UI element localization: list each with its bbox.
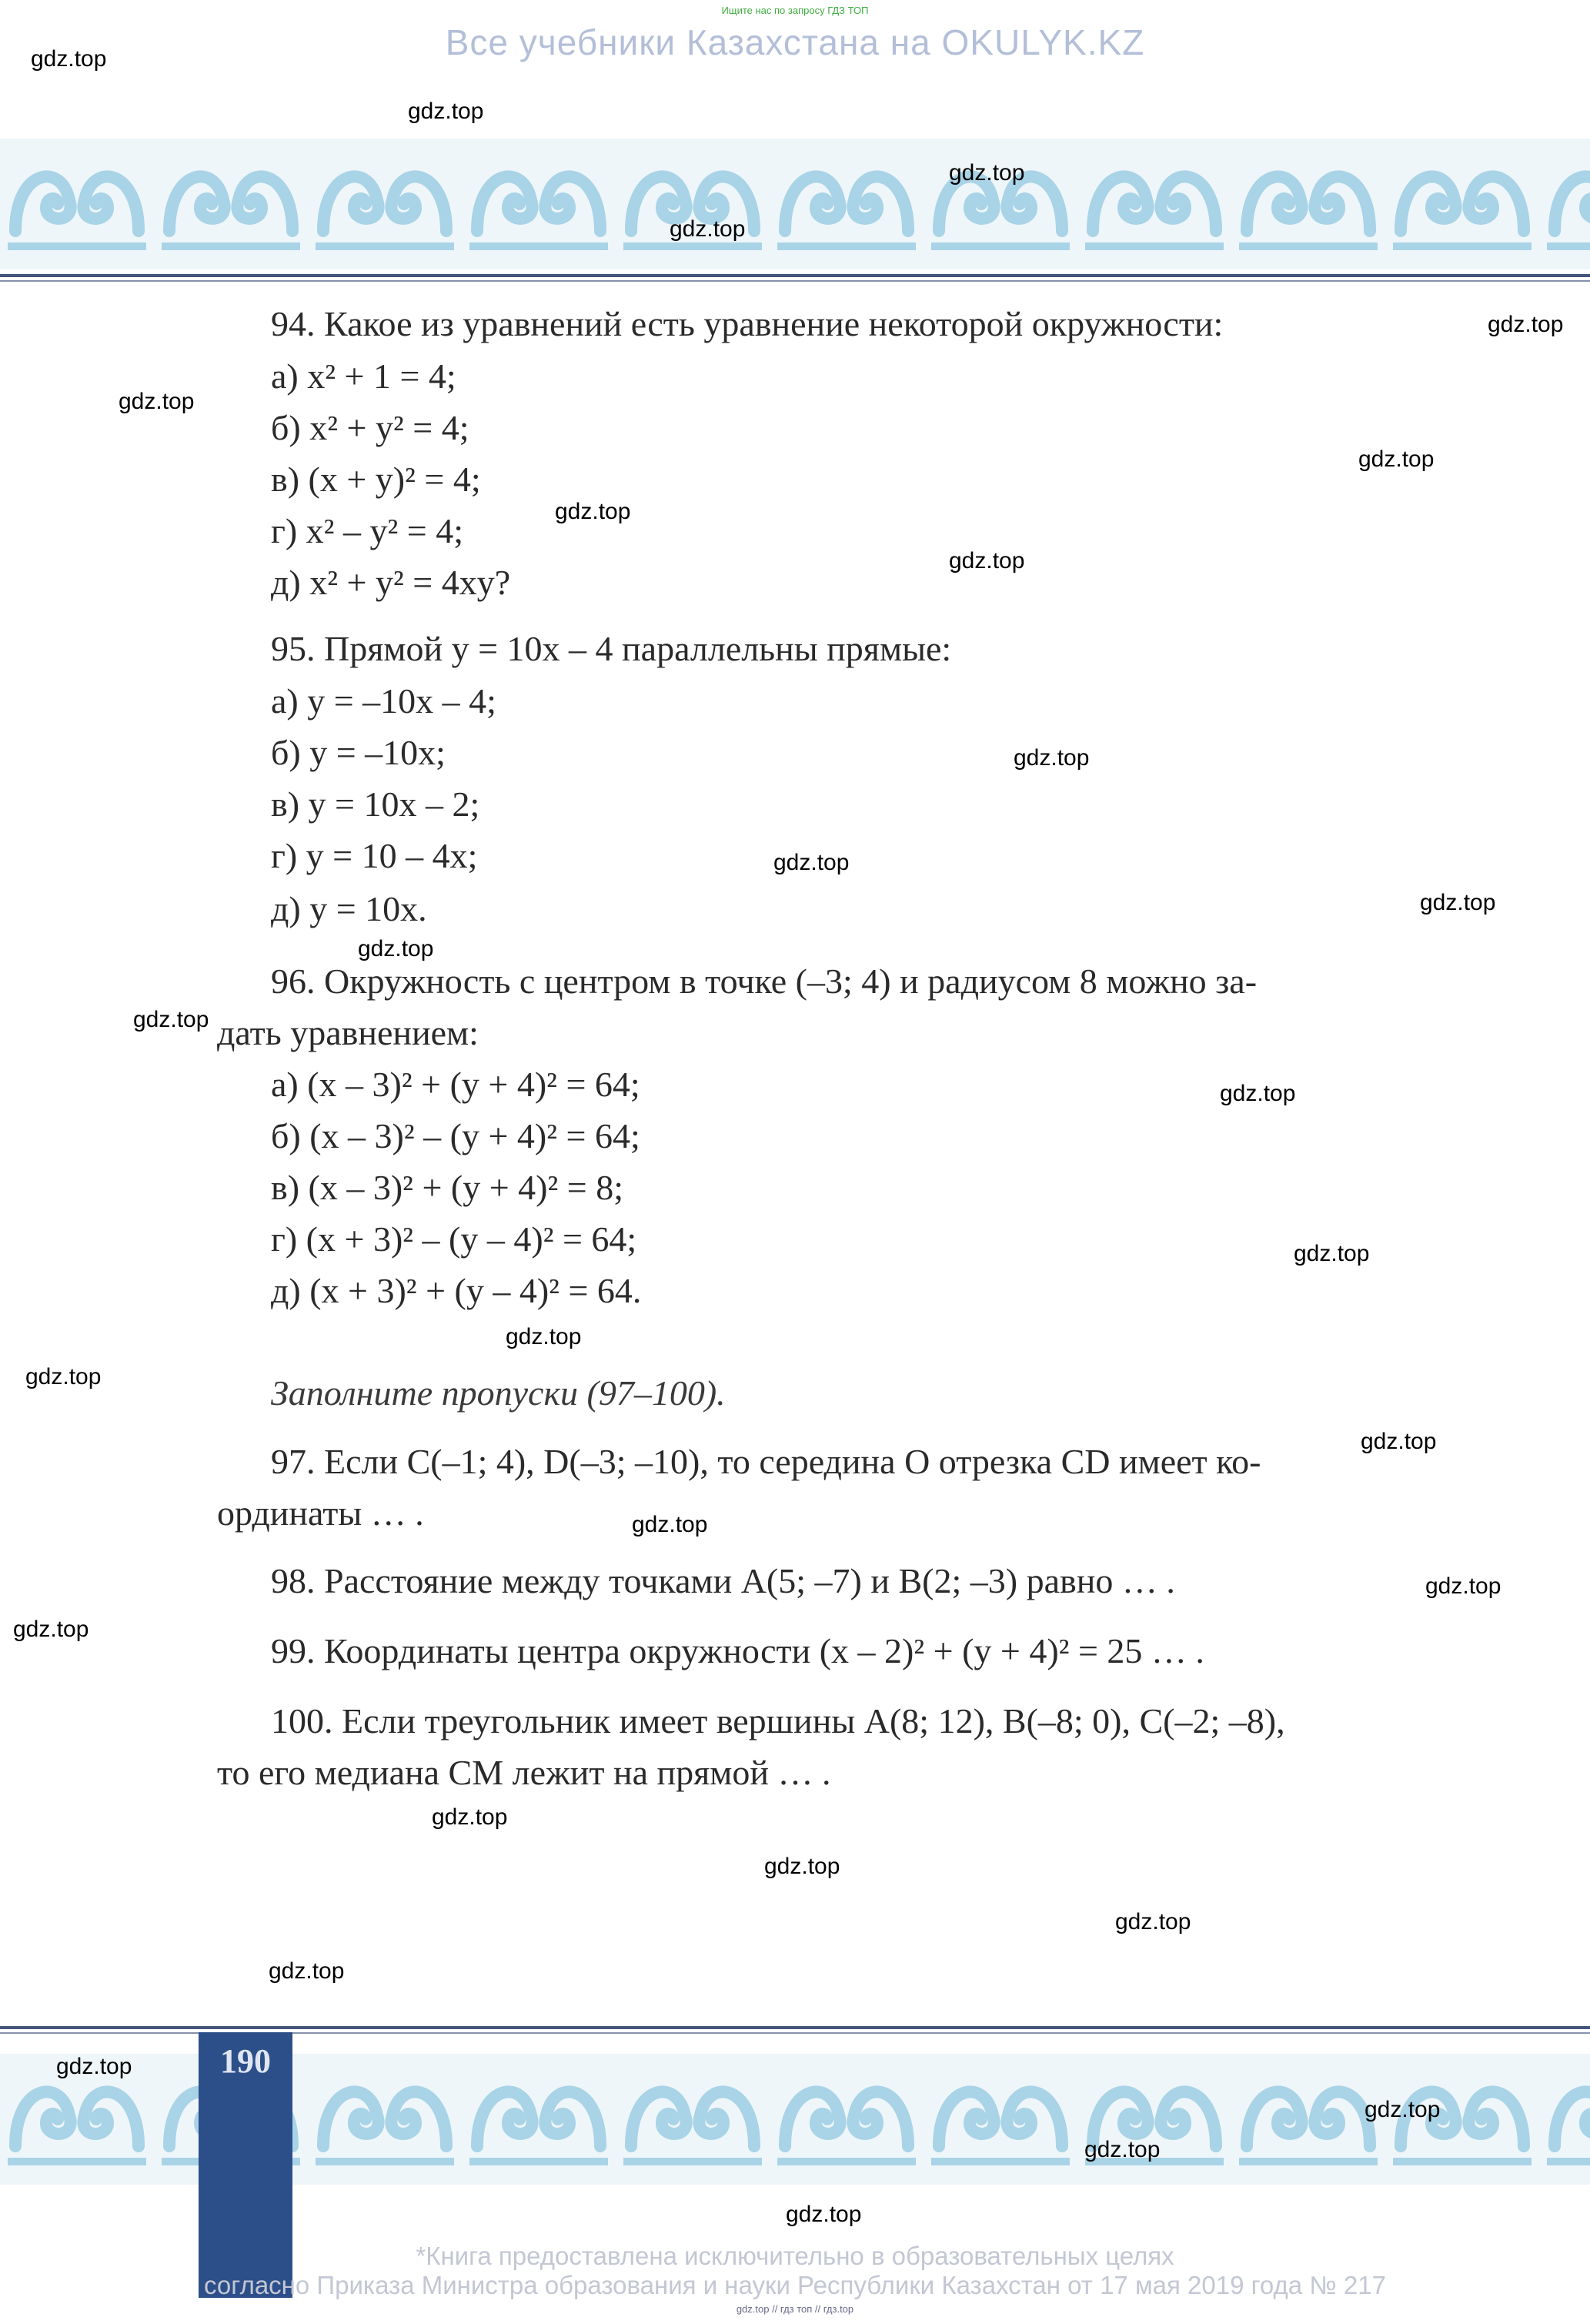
ornament-motif xyxy=(1547,2092,1590,2162)
watermark: gdz.top xyxy=(1425,1573,1501,1599)
q95-option-e: д) y = 10x. xyxy=(271,889,427,928)
watermark: gdz.top xyxy=(133,1007,209,1032)
footer-watermark-line: gdz.top // гдз топ // гдз.top xyxy=(736,2303,854,2315)
q94-option-c: в) (x + y)² = 4; xyxy=(271,460,481,499)
ornament-motif xyxy=(623,2092,762,2162)
q97-title: 97. Если C(–1; 4), D(–3; –10), то середина O отрезка CD имеет ко- xyxy=(271,1442,1261,1481)
watermark: gdz.top xyxy=(1014,745,1090,771)
watermark: gdz.top xyxy=(506,1324,582,1349)
q94-option-b: б) x² + y² = 4; xyxy=(271,408,469,447)
site-title: Все учебники Казахстана на OKULYK.KZ xyxy=(445,22,1145,62)
q95-option-b: б) y = –10x; xyxy=(271,733,446,772)
q96-option-c: в) (x – 3)² + (y + 4)² = 8; xyxy=(271,1168,624,1207)
watermark: gdz.top xyxy=(670,216,746,242)
watermark: gdz.top xyxy=(1365,2097,1441,2122)
watermark: gdz.top xyxy=(56,2054,132,2079)
ornament-motif xyxy=(316,2092,454,2162)
q94-option-d: г) x² – y² = 4; xyxy=(271,511,463,550)
watermark: gdz.top xyxy=(1420,890,1496,915)
watermark: gdz.top xyxy=(764,1854,840,1879)
q94-title: 94. Какое из уравнений есть уравнение некоторой окружности: xyxy=(271,304,1224,343)
footer-disclaimer: *Книга предоставлена исключительно в образовательных целях xyxy=(416,2242,1174,2270)
watermark: gdz.top xyxy=(408,99,484,124)
watermark: gdz.top xyxy=(1294,1241,1370,1266)
q98-title: 98. Расстояние между точками A(5; –7) и B(2; –3) равно … . xyxy=(271,1561,1175,1600)
watermark: gdz.top xyxy=(1358,446,1435,472)
watermark: gdz.top xyxy=(269,1958,345,1984)
watermark: gdz.top xyxy=(432,1804,508,1830)
watermark: gdz.top xyxy=(555,499,631,524)
ornament-motif xyxy=(8,2092,146,2162)
watermark: gdz.top xyxy=(773,850,850,875)
watermark: gdz.top xyxy=(786,2202,862,2227)
q96-option-e: д) (x + 3)² + (y – 4)² = 64. xyxy=(271,1271,642,1310)
fill-gaps-heading: Заполните пропуски (97–100). xyxy=(271,1373,726,1413)
q96-option-b: б) (x – 3)² – (y + 4)² = 64; xyxy=(271,1116,640,1155)
q95-title: 95. Прямой y = 10x – 4 параллельны прямые: xyxy=(271,629,952,668)
ornament-motif xyxy=(1239,2092,1378,2162)
watermark: gdz.top xyxy=(25,1364,102,1389)
q94-option-a: а) x² + 1 = 4; xyxy=(271,356,456,396)
q94-option-e: д) x² + y² = 4xy? xyxy=(271,563,511,602)
watermark: gdz.top xyxy=(949,548,1025,573)
q96-option-d: г) (x + 3)² – (y – 4)² = 64; xyxy=(271,1219,637,1259)
bottom-rule xyxy=(0,2026,1590,2029)
watermark: gdz.top xyxy=(119,389,195,414)
q96-title-cont: дать уравнением: xyxy=(217,1013,479,1052)
watermark: gdz.top xyxy=(13,1617,89,1642)
watermark: gdz.top xyxy=(1115,1909,1191,1934)
watermark: gdz.top xyxy=(1084,2137,1161,2162)
watermark: gdz.top xyxy=(949,160,1025,186)
top-note: Ищите нас по запросу ГДЗ ТОП xyxy=(721,5,869,16)
ornament-motif xyxy=(777,2092,916,2162)
q100-title-cont: то его медиана CM лежит на прямой … . xyxy=(217,1753,831,1792)
watermark: gdz.top xyxy=(358,936,434,961)
q95-option-d: г) y = 10 – 4x; xyxy=(271,836,478,875)
watermark: gdz.top xyxy=(1361,1429,1437,1454)
watermark: gdz.top xyxy=(1488,312,1564,337)
watermark: gdz.top xyxy=(31,46,107,72)
watermark: gdz.top xyxy=(1220,1081,1296,1106)
q96-option-a: а) (x – 3)² + (y + 4)² = 64; xyxy=(271,1065,640,1104)
q95-option-a: а) y = –10x – 4; xyxy=(271,681,496,721)
footer-order: согласно Приказа Министра образования и науки Республики Казахстан от 17 мая 2019 года № 217 xyxy=(204,2271,1386,2299)
q100-title: 100. Если треугольник имеет вершины A(8; 12), B(–8; 0), C(–2; –8), xyxy=(271,1701,1285,1740)
page-number: 190 xyxy=(220,2042,271,2080)
q97-title-cont: ординаты … . xyxy=(217,1493,424,1533)
q96-title: 96. Окружность с центром в точке (–3; 4) и радиусом 8 можно за- xyxy=(271,961,1258,1001)
q99-title: 99. Координаты центра окружности (x – 2)² + (y + 4)² = 25 … . xyxy=(271,1631,1204,1670)
ornament-motif xyxy=(469,2092,608,2162)
ornament-motif xyxy=(931,2092,1070,2162)
q95-option-c: в) y = 10x – 2; xyxy=(271,784,480,824)
watermark: gdz.top xyxy=(632,1512,708,1537)
